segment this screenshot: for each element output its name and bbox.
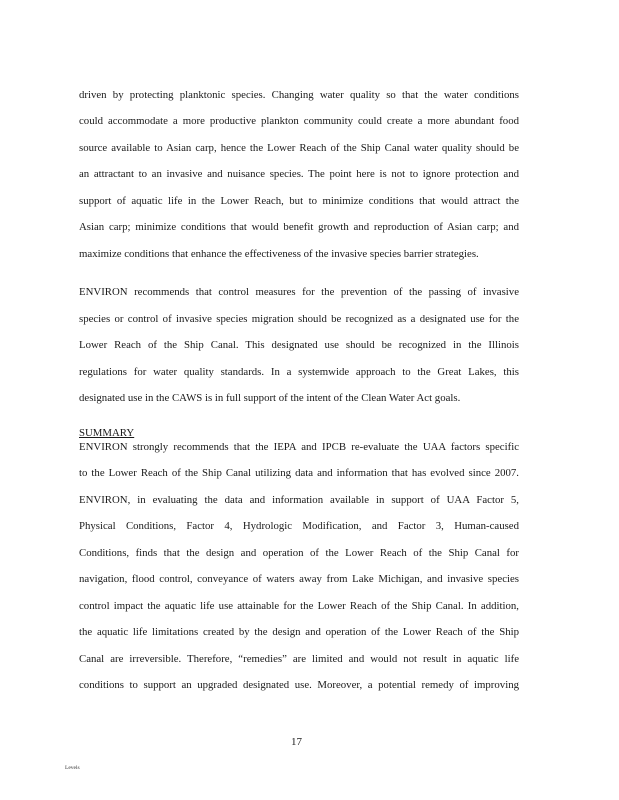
body-text-line: could accommodate a more productive plankton community could create a more abundant food: [79, 115, 519, 127]
body-text-line: Canal are irreversible. Therefore, “remedies” are limited and would not result in aquatic life: [79, 653, 519, 665]
body-text-line: Asian carp; minimize conditions that would benefit growth and reproduction of Asian carp; and: [79, 221, 519, 233]
body-text-line: conditions to support an upgraded designated use. Moreover, a potential remedy of improving: [79, 679, 519, 691]
body-text-line: to the Lower Reach of the Ship Canal utilizing data and information that has evolved since 2007.: [79, 467, 519, 479]
body-text-line: source available to Asian carp, hence the Lower Reach of the Ship Canal water quality should be: [79, 142, 519, 154]
body-text-line: Conditions, finds that the design and operation of the Lower Reach of the Ship Canal for: [79, 547, 519, 559]
body-text-line: ENVIRON, in evaluating the data and information available in support of UAA Factor 5,: [79, 494, 519, 506]
body-text-line: ENVIRON strongly recommends that the IEPA and IPCB re-evaluate the UAA factors specific: [79, 441, 519, 453]
body-text-line: species or control of invasive species migration should be recognized as a designated use for the: [79, 313, 519, 325]
body-text-line: an attractant to an invasive and nuisance species. The point here is not to ignore protection and: [79, 168, 519, 180]
summary-heading: SUMMARY: [79, 427, 135, 439]
body-text-line: navigation, flood control, conveyance of waters away from Lake Michigan, and invasive species: [79, 573, 519, 585]
body-text-line: regulations for water quality standards. In a systemwide approach to the Great Lakes, this: [79, 366, 519, 378]
body-text-line: the aquatic life limitations created by the design and operation of the Lower Reach of the Ship: [79, 626, 519, 638]
footer-code: Levels: [65, 765, 80, 771]
body-text-line: control impact the aquatic life use attainable for the Lower Reach of the Ship Canal. In addition,: [79, 600, 519, 612]
page-number: 17: [291, 736, 302, 748]
body-text-line: Physical Conditions, Factor 4, Hydrologic Modification, and Factor 3, Human-caused: [79, 520, 519, 532]
body-text-line: support of aquatic life in the Lower Reach, but to minimize conditions that would attract the: [79, 195, 519, 207]
body-text-line: Lower Reach of the Ship Canal. This designated use should be recognized in the Illinois: [79, 339, 519, 351]
body-text-line: driven by protecting planktonic species. Changing water quality so that the water conditions: [79, 89, 519, 101]
body-text-line: ENVIRON recommends that control measures for the prevention of the passing of invasive: [79, 286, 519, 298]
body-text-line: designated use in the CAWS is in full support of the intent of the Clean Water Act goals.: [79, 392, 461, 404]
body-text-line: maximize conditions that enhance the effectiveness of the invasive species barrier strategies.: [79, 248, 479, 260]
